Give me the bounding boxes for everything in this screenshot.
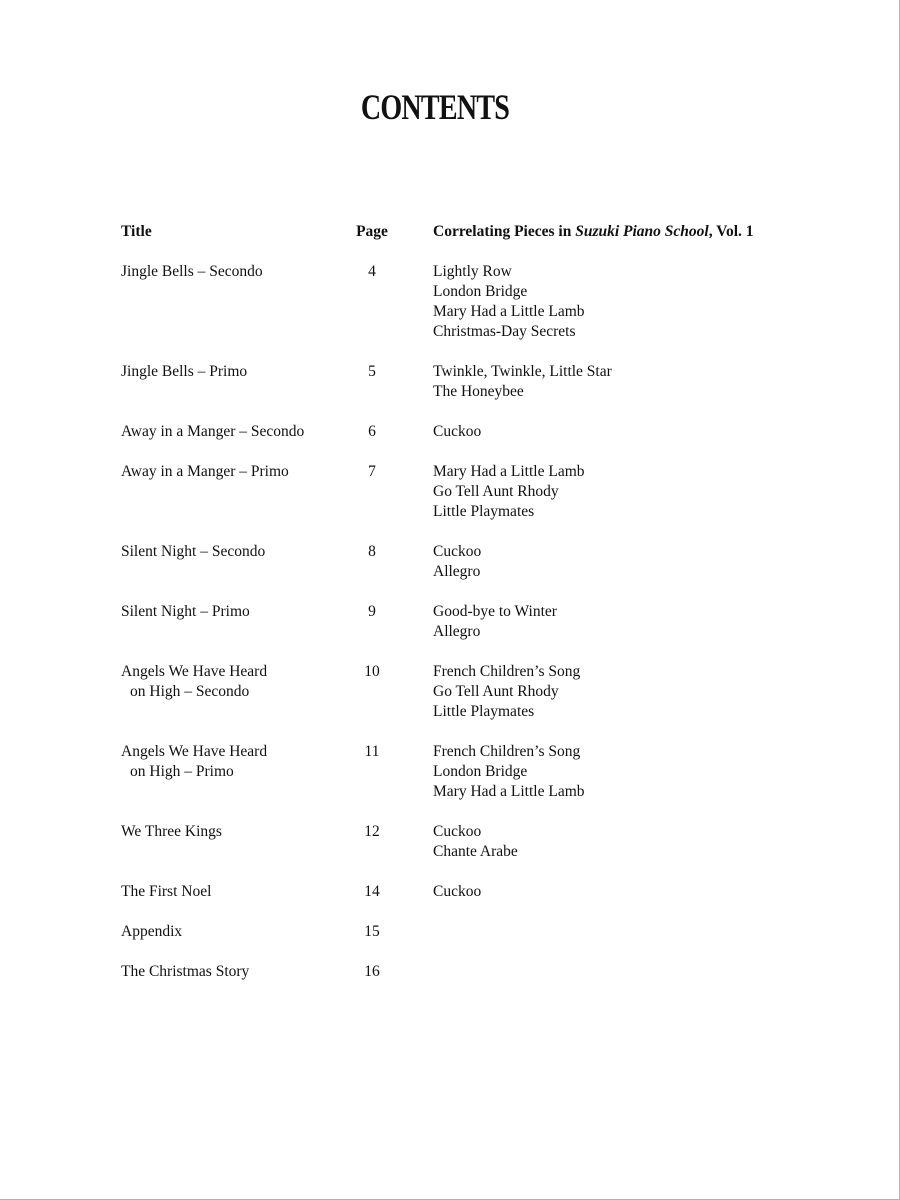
correlating-piece: The Honeybee — [433, 383, 524, 400]
entry-correlating-pieces — [433, 542, 821, 582]
toc-entry-row — [121, 542, 821, 582]
entry-correlating-pieces — [433, 602, 821, 642]
table-of-contents — [121, 222, 821, 1002]
entry-title — [121, 962, 350, 982]
entry-title-line: We Three Kings — [121, 823, 222, 840]
pieces-header-book: Suzuki Piano School — [575, 223, 709, 240]
toc-rows — [121, 262, 821, 982]
entry-correlating-pieces — [433, 822, 821, 862]
toc-entry-row — [121, 922, 821, 942]
toc-entry-row — [121, 662, 821, 722]
entry-title-line: Angels We Have Heard — [121, 743, 268, 760]
entry-page-cell — [350, 962, 433, 982]
entry-page-cell — [350, 462, 433, 522]
correlating-piece: Good-bye to Winter — [433, 603, 557, 620]
correlating-piece: Go Tell Aunt Rhody — [433, 683, 559, 700]
correlating-piece: Go Tell Aunt Rhody — [433, 483, 559, 500]
entry-title — [121, 882, 350, 902]
correlating-piece: Mary Had a Little Lamb — [433, 463, 585, 480]
entry-title — [121, 822, 350, 862]
column-header-page-label: Page — [356, 223, 388, 240]
correlating-piece: Twinkle, Twinkle, Little Star — [433, 363, 612, 380]
correlating-piece: Mary Had a Little Lamb — [433, 783, 585, 800]
toc-entry-row — [121, 882, 821, 902]
correlating-piece: Christmas-Day Secrets — [433, 323, 576, 340]
entry-page-cell — [350, 422, 433, 442]
column-header-title: Title — [121, 223, 152, 240]
correlating-piece: Allegro — [433, 563, 481, 580]
entry-title-line: Silent Night – Primo — [121, 603, 250, 620]
entry-page-number: 9 — [368, 603, 376, 620]
entry-correlating-pieces — [433, 362, 821, 402]
entry-correlating-pieces — [433, 422, 821, 442]
entry-page-cell — [350, 262, 433, 342]
entry-title — [121, 542, 350, 582]
toc-entry-row — [121, 822, 821, 862]
correlating-piece: French Children’s Song — [433, 743, 581, 760]
pieces-header-suffix: , Vol. 1 — [708, 223, 754, 240]
entry-page-number: 15 — [364, 923, 380, 940]
toc-entry-row — [121, 262, 821, 342]
correlating-piece: London Bridge — [433, 283, 528, 300]
entry-title-line: Jingle Bells – Primo — [121, 363, 248, 380]
toc-entry-row — [121, 422, 821, 442]
entry-title — [121, 922, 350, 942]
entry-page-number: 5 — [368, 363, 376, 380]
entry-page-number: 11 — [364, 743, 380, 760]
entry-title-line: The Christmas Story — [121, 963, 250, 980]
entry-page-number: 10 — [364, 663, 380, 680]
entry-page-number: 14 — [364, 883, 380, 900]
entry-title — [121, 662, 350, 722]
entry-page-number: 12 — [364, 823, 380, 840]
column-header-page — [350, 222, 433, 242]
correlating-piece: Mary Had a Little Lamb — [433, 303, 585, 320]
entry-page-number: 7 — [368, 463, 376, 480]
entry-page-cell — [350, 882, 433, 902]
entry-title-line: Away in a Manger – Primo — [121, 463, 289, 480]
entry-title — [121, 602, 350, 642]
entry-title-line: Jingle Bells – Secondo — [121, 263, 263, 280]
entry-title — [121, 262, 350, 342]
entry-correlating-pieces — [433, 962, 821, 982]
entry-title-line: The First Noel — [121, 883, 212, 900]
column-header-correlating-pieces — [433, 222, 821, 242]
correlating-piece: French Children’s Song — [433, 663, 581, 680]
entry-page-number: 6 — [368, 423, 376, 440]
entry-title — [121, 462, 350, 522]
entry-correlating-pieces — [433, 262, 821, 342]
entry-page-cell — [350, 602, 433, 642]
correlating-piece: Lightly Row — [433, 263, 512, 280]
toc-entry-row — [121, 462, 821, 522]
entry-page-number: 4 — [368, 263, 376, 280]
entry-page-number: 8 — [368, 543, 376, 560]
entry-title — [121, 742, 350, 802]
entry-page-cell — [350, 662, 433, 722]
entry-correlating-pieces — [433, 662, 821, 722]
entry-page-cell — [350, 742, 433, 802]
correlating-piece: London Bridge — [433, 763, 528, 780]
entry-correlating-pieces — [433, 462, 821, 522]
entry-correlating-pieces — [433, 882, 821, 902]
entry-title — [121, 422, 350, 442]
correlating-piece: Chante Arabe — [433, 843, 518, 860]
entry-title-line: Angels We Have Heard — [121, 663, 268, 680]
toc-entry-row — [121, 362, 821, 402]
entry-title-line: on High – Secondo — [130, 683, 250, 700]
entry-title — [121, 362, 350, 402]
entry-page-number: 16 — [364, 963, 380, 980]
entry-title-line: Away in a Manger – Secondo — [121, 423, 305, 440]
correlating-piece: Cuckoo — [433, 883, 482, 900]
entry-page-cell — [350, 542, 433, 582]
entry-correlating-pieces — [433, 922, 821, 942]
entry-page-cell — [350, 822, 433, 862]
correlating-piece: Allegro — [433, 623, 481, 640]
correlating-piece: Little Playmates — [433, 703, 535, 720]
correlating-piece: Little Playmates — [433, 503, 535, 520]
entry-page-cell — [350, 362, 433, 402]
toc-entry-row — [121, 962, 821, 982]
correlating-piece: Cuckoo — [433, 823, 482, 840]
entry-page-cell — [350, 922, 433, 942]
toc-entry-row — [121, 742, 821, 802]
page-title: CONTENTS — [360, 87, 510, 127]
entry-title-line: Appendix — [121, 923, 183, 940]
entry-correlating-pieces — [433, 742, 821, 802]
correlating-piece: Cuckoo — [433, 423, 482, 440]
toc-entry-row — [121, 602, 821, 642]
entry-title-line: on High – Primo — [130, 763, 234, 780]
toc-header-row — [121, 222, 821, 242]
correlating-piece: Cuckoo — [433, 543, 482, 560]
entry-title-line: Silent Night – Secondo — [121, 543, 266, 560]
pieces-header-prefix: Correlating Pieces in — [433, 223, 576, 240]
